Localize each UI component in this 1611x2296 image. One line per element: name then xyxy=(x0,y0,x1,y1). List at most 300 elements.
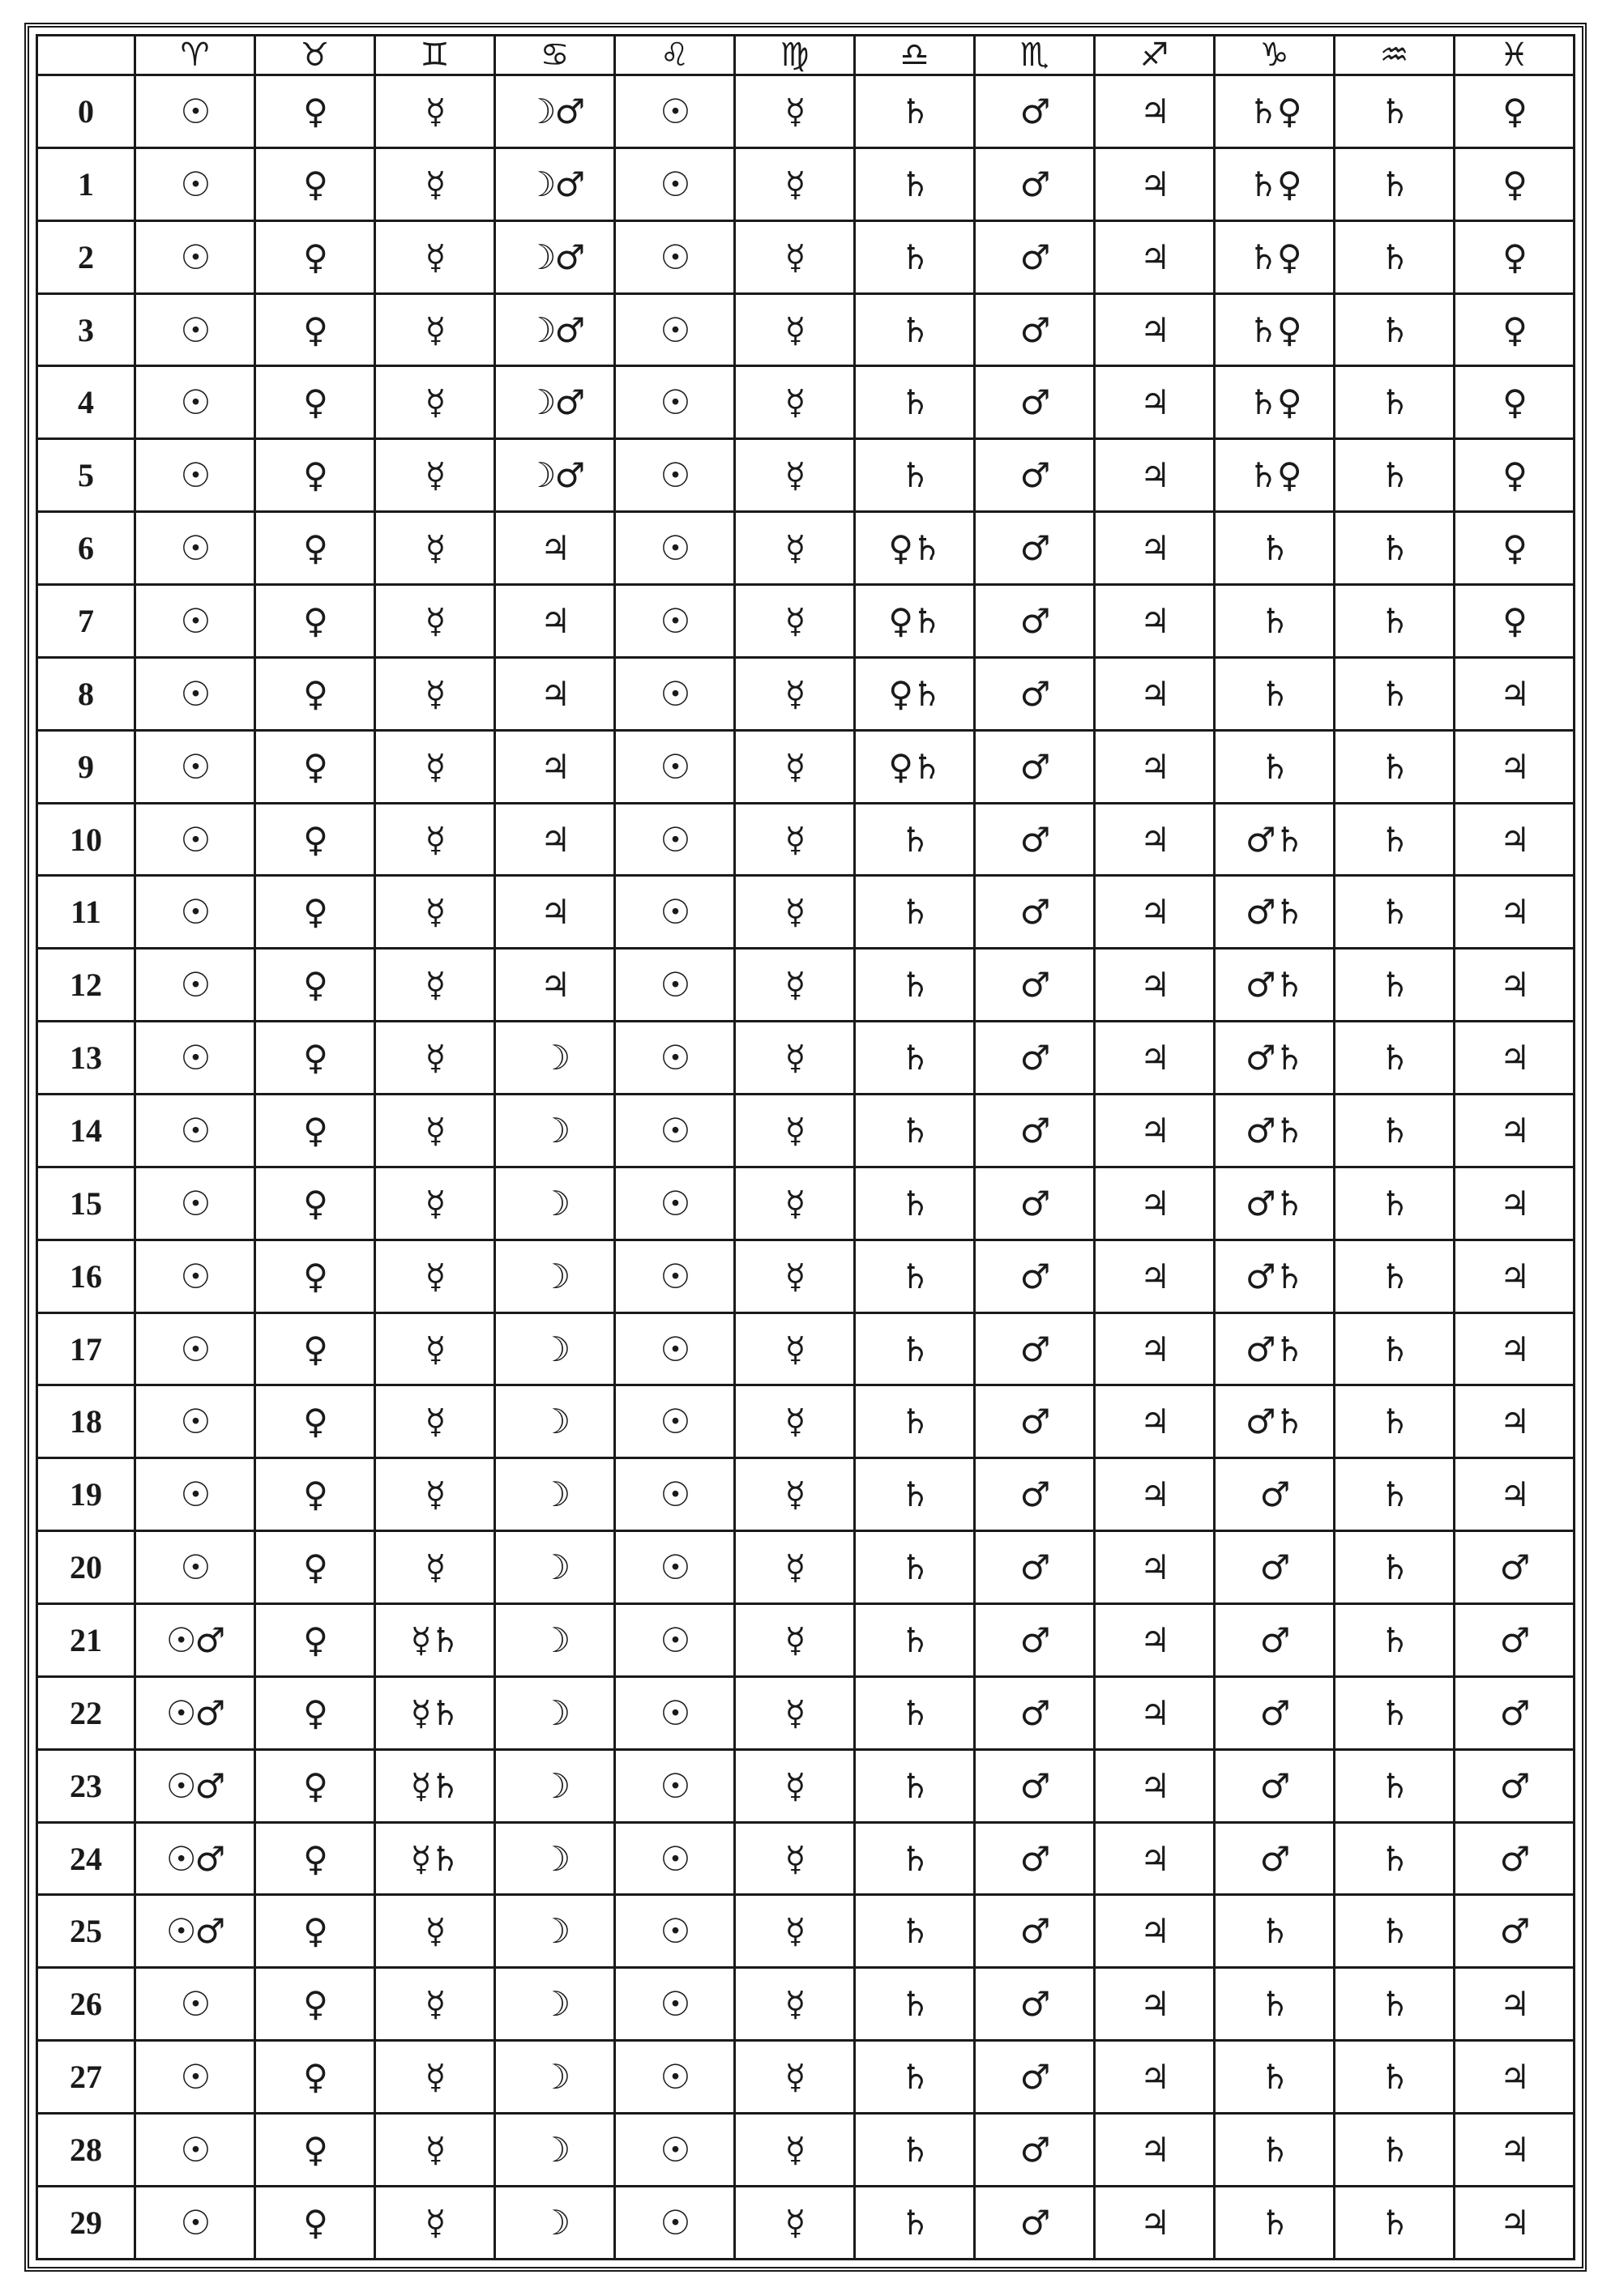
ruler-cell-taurus: ♀ xyxy=(255,2114,375,2187)
ruler-cell-taurus: ♀ xyxy=(255,1095,375,1167)
ruler-cell-leo: ☉ xyxy=(615,439,735,512)
ruler-cell-leo: ☉ xyxy=(615,1822,735,1895)
ruler-cell-sagittarius: ♃ xyxy=(1095,220,1215,293)
ruler-cell-capricorn: ♂ xyxy=(1215,1531,1335,1604)
degree-label: 15 xyxy=(37,1167,135,1240)
ruler-cell-virgo: ☿ xyxy=(735,730,855,803)
ruler-cell-gemini: ☿ xyxy=(375,585,495,658)
ruler-cell-capricorn: ♂ xyxy=(1215,1749,1335,1822)
degree-label: 8 xyxy=(37,657,135,730)
ruler-cell-scorpio: ♂ xyxy=(975,1676,1095,1749)
ruler-cell-aquarius: ♄ xyxy=(1335,1022,1455,1095)
table-row xyxy=(37,876,1575,949)
ruler-cell-aquarius: ♄ xyxy=(1335,293,1455,366)
ruler-cell-sagittarius: ♃ xyxy=(1095,75,1215,148)
ruler-cell-aries: ☉♂ xyxy=(135,1822,255,1895)
ruler-cell-capricorn: ♄ xyxy=(1215,657,1335,730)
degree-label: 1 xyxy=(37,147,135,220)
ruler-cell-capricorn: ♂♄ xyxy=(1215,876,1335,949)
degree-label: 11 xyxy=(37,876,135,949)
ruler-cell-pisces: ♀ xyxy=(1455,220,1575,293)
ruler-cell-capricorn: ♂ xyxy=(1215,1604,1335,1677)
ruler-cell-gemini: ☿ xyxy=(375,2041,495,2114)
ruler-cell-taurus: ♀ xyxy=(255,1167,375,1240)
ruler-cell-capricorn: ♄ xyxy=(1215,585,1335,658)
ruler-cell-scorpio: ♂ xyxy=(975,1895,1095,1968)
gemini-sign-icon: ♊ xyxy=(375,36,495,75)
degree-label: 14 xyxy=(37,1095,135,1167)
ruler-cell-sagittarius: ♃ xyxy=(1095,657,1215,730)
ruler-cell-capricorn: ♂♄ xyxy=(1215,1385,1335,1458)
ruler-cell-cancer: ☽ xyxy=(495,1749,615,1822)
ruler-cell-cancer: ☽ xyxy=(495,1240,615,1312)
ruler-cell-pisces: ♃ xyxy=(1455,1022,1575,1095)
ruler-cell-gemini: ☿ xyxy=(375,220,495,293)
ruler-cell-aries: ☉ xyxy=(135,949,255,1022)
ruler-cell-aquarius: ♄ xyxy=(1335,2041,1455,2114)
ruler-cell-cancer: ☽ xyxy=(495,1895,615,1968)
ruler-cell-scorpio: ♂ xyxy=(975,730,1095,803)
ruler-cell-libra: ♄ xyxy=(855,803,975,876)
ruler-cell-aries: ☉ xyxy=(135,1531,255,1604)
ruler-cell-aries: ☉ xyxy=(135,2186,255,2259)
ruler-cell-aries: ☉ xyxy=(135,147,255,220)
ruler-cell-libra: ♄ xyxy=(855,439,975,512)
ruler-cell-aquarius: ♄ xyxy=(1335,1676,1455,1749)
ruler-cell-scorpio: ♂ xyxy=(975,512,1095,585)
ruler-cell-gemini: ☿ xyxy=(375,75,495,148)
ruler-cell-scorpio: ♂ xyxy=(975,439,1095,512)
ruler-cell-taurus: ♀ xyxy=(255,293,375,366)
ruler-cell-scorpio: ♂ xyxy=(975,1458,1095,1531)
ruler-cell-aquarius: ♄ xyxy=(1335,1167,1455,1240)
ruler-cell-libra: ♀♄ xyxy=(855,657,975,730)
ruler-cell-pisces: ♃ xyxy=(1455,1167,1575,1240)
table-row xyxy=(37,147,1575,220)
degree-label: 13 xyxy=(37,1022,135,1095)
ruler-cell-leo: ☉ xyxy=(615,876,735,949)
ruler-cell-pisces: ♃ xyxy=(1455,730,1575,803)
ruler-cell-gemini: ☿♄ xyxy=(375,1676,495,1749)
table-row xyxy=(37,1095,1575,1167)
ruler-cell-sagittarius: ♃ xyxy=(1095,1385,1215,1458)
cancer-sign-icon: ♋ xyxy=(495,36,615,75)
ruler-cell-pisces: ♂ xyxy=(1455,1749,1575,1822)
ruler-cell-libra: ♄ xyxy=(855,1749,975,1822)
ruler-cell-capricorn: ♄ xyxy=(1215,2114,1335,2187)
ruler-cell-gemini: ☿ xyxy=(375,1312,495,1385)
ruler-cell-virgo: ☿ xyxy=(735,1749,855,1822)
ruler-cell-pisces: ♃ xyxy=(1455,1240,1575,1312)
ruler-cell-pisces: ♃ xyxy=(1455,1968,1575,2041)
ruler-cell-libra: ♄ xyxy=(855,1531,975,1604)
ruler-cell-pisces: ♀ xyxy=(1455,293,1575,366)
ruler-cell-gemini: ☿ xyxy=(375,1895,495,1968)
ruler-cell-virgo: ☿ xyxy=(735,1022,855,1095)
degree-label: 3 xyxy=(37,293,135,366)
table-row xyxy=(37,2041,1575,2114)
degree-label: 21 xyxy=(37,1604,135,1677)
ruler-cell-leo: ☉ xyxy=(615,75,735,148)
ruler-cell-pisces: ♃ xyxy=(1455,2114,1575,2187)
ruler-cell-gemini: ☿ xyxy=(375,876,495,949)
degree-label: 29 xyxy=(37,2186,135,2259)
ruler-cell-pisces: ♂ xyxy=(1455,1822,1575,1895)
table-row xyxy=(37,293,1575,366)
ruler-cell-gemini: ☿♄ xyxy=(375,1822,495,1895)
ruler-cell-scorpio: ♂ xyxy=(975,1749,1095,1822)
ruler-cell-sagittarius: ♃ xyxy=(1095,1968,1215,2041)
ruler-cell-cancer: ☽ xyxy=(495,1822,615,1895)
ruler-cell-virgo: ☿ xyxy=(735,439,855,512)
ruler-cell-leo: ☉ xyxy=(615,1968,735,2041)
table-row xyxy=(37,2114,1575,2187)
ruler-cell-virgo: ☿ xyxy=(735,585,855,658)
ruler-cell-gemini: ☿ xyxy=(375,803,495,876)
ruler-cell-gemini: ☿ xyxy=(375,730,495,803)
ruler-cell-capricorn: ♄ xyxy=(1215,1968,1335,2041)
ruler-cell-sagittarius: ♃ xyxy=(1095,1531,1215,1604)
ruler-cell-gemini: ☿ xyxy=(375,1167,495,1240)
ruler-cell-aries: ☉ xyxy=(135,876,255,949)
ruler-cell-taurus: ♀ xyxy=(255,876,375,949)
ruler-cell-aquarius: ♄ xyxy=(1335,75,1455,148)
ruler-cell-virgo: ☿ xyxy=(735,2114,855,2187)
ruler-cell-leo: ☉ xyxy=(615,1167,735,1240)
ruler-cell-aries: ☉ xyxy=(135,1458,255,1531)
ruler-cell-cancer: ☽♂ xyxy=(495,147,615,220)
ruler-cell-capricorn: ♄♀ xyxy=(1215,147,1335,220)
ruler-cell-scorpio: ♂ xyxy=(975,2041,1095,2114)
ruler-cell-aquarius: ♄ xyxy=(1335,2114,1455,2187)
table-row xyxy=(37,1895,1575,1968)
ruler-cell-leo: ☉ xyxy=(615,949,735,1022)
aquarius-sign-icon: ♒ xyxy=(1335,36,1455,75)
ruler-cell-gemini: ☿ xyxy=(375,2186,495,2259)
table-row xyxy=(37,1676,1575,1749)
header-row xyxy=(37,36,1575,75)
degree-label: 0 xyxy=(37,75,135,148)
ruler-cell-libra: ♀♄ xyxy=(855,512,975,585)
ruler-cell-taurus: ♀ xyxy=(255,2186,375,2259)
ruler-cell-gemini: ☿ xyxy=(375,439,495,512)
ruler-cell-virgo: ☿ xyxy=(735,75,855,148)
ruler-cell-aries: ☉♂ xyxy=(135,1895,255,1968)
ruler-cell-leo: ☉ xyxy=(615,1749,735,1822)
ruler-cell-virgo: ☿ xyxy=(735,657,855,730)
ruler-cell-cancer: ☽ xyxy=(495,1095,615,1167)
ruler-cell-libra: ♄ xyxy=(855,2041,975,2114)
ruler-cell-scorpio: ♂ xyxy=(975,366,1095,439)
ruler-cell-cancer: ☽ xyxy=(495,1167,615,1240)
table-row xyxy=(37,512,1575,585)
ruler-cell-leo: ☉ xyxy=(615,585,735,658)
ruler-cell-cancer: ☽ xyxy=(495,2114,615,2187)
ruler-cell-sagittarius: ♃ xyxy=(1095,1095,1215,1167)
ruler-cell-virgo: ☿ xyxy=(735,1240,855,1312)
ruler-cell-libra: ♄ xyxy=(855,1312,975,1385)
ruler-cell-virgo: ☿ xyxy=(735,803,855,876)
ruler-cell-sagittarius: ♃ xyxy=(1095,1749,1215,1822)
ruler-cell-sagittarius: ♃ xyxy=(1095,585,1215,658)
ruler-cell-sagittarius: ♃ xyxy=(1095,1822,1215,1895)
table-row xyxy=(37,1312,1575,1385)
ruler-cell-aries: ☉ xyxy=(135,1095,255,1167)
table-row xyxy=(37,1458,1575,1531)
ruler-cell-pisces: ♃ xyxy=(1455,803,1575,876)
ruler-cell-cancer: ☽ xyxy=(495,1968,615,2041)
ruler-cell-gemini: ☿ xyxy=(375,1095,495,1167)
ruler-cell-leo: ☉ xyxy=(615,512,735,585)
ruler-cell-capricorn: ♄♀ xyxy=(1215,220,1335,293)
ruler-cell-libra: ♄ xyxy=(855,876,975,949)
ruler-cell-virgo: ☿ xyxy=(735,293,855,366)
ruler-cell-pisces: ♃ xyxy=(1455,2041,1575,2114)
table-row xyxy=(37,1968,1575,2041)
ruler-cell-pisces: ♀ xyxy=(1455,75,1575,148)
ruler-cell-leo: ☉ xyxy=(615,1676,735,1749)
ruler-cell-aries: ☉ xyxy=(135,293,255,366)
ruler-cell-scorpio: ♂ xyxy=(975,1022,1095,1095)
ruler-cell-taurus: ♀ xyxy=(255,366,375,439)
table-row xyxy=(37,2186,1575,2259)
ruler-cell-scorpio: ♂ xyxy=(975,147,1095,220)
ruler-cell-aries: ☉ xyxy=(135,1385,255,1458)
ruler-cell-taurus: ♀ xyxy=(255,803,375,876)
ruler-cell-leo: ☉ xyxy=(615,657,735,730)
ruler-cell-libra: ♄ xyxy=(855,1676,975,1749)
ruler-cell-scorpio: ♂ xyxy=(975,1822,1095,1895)
degree-label: 26 xyxy=(37,1968,135,2041)
sagittarius-sign-icon: ♐ xyxy=(1095,36,1215,75)
ruler-cell-sagittarius: ♃ xyxy=(1095,1022,1215,1095)
ruler-cell-cancer: ♃ xyxy=(495,512,615,585)
ruler-cell-aquarius: ♄ xyxy=(1335,657,1455,730)
ruler-cell-taurus: ♀ xyxy=(255,1822,375,1895)
ruler-cell-cancer: ☽ xyxy=(495,1312,615,1385)
ruler-cell-scorpio: ♂ xyxy=(975,1604,1095,1677)
ruler-cell-aquarius: ♄ xyxy=(1335,1749,1455,1822)
ruler-cell-aries: ☉♂ xyxy=(135,1604,255,1677)
ruler-cell-cancer: ♃ xyxy=(495,657,615,730)
table-row xyxy=(37,366,1575,439)
ruler-cell-virgo: ☿ xyxy=(735,1968,855,2041)
ruler-cell-taurus: ♀ xyxy=(255,1385,375,1458)
ruler-cell-pisces: ♃ xyxy=(1455,876,1575,949)
table-row xyxy=(37,75,1575,148)
ruler-cell-aries: ☉♂ xyxy=(135,1676,255,1749)
ruler-cell-capricorn: ♂♄ xyxy=(1215,949,1335,1022)
ruler-cell-taurus: ♀ xyxy=(255,512,375,585)
ruler-cell-pisces: ♃ xyxy=(1455,1095,1575,1167)
ruler-cell-libra: ♄ xyxy=(855,1604,975,1677)
ruler-cell-capricorn: ♂ xyxy=(1215,1676,1335,1749)
ruler-cell-aries: ☉ xyxy=(135,75,255,148)
ruler-cell-libra: ♄ xyxy=(855,2114,975,2187)
ruler-cell-gemini: ☿ xyxy=(375,1531,495,1604)
ruler-cell-capricorn: ♄ xyxy=(1215,2041,1335,2114)
table-row xyxy=(37,730,1575,803)
ruler-cell-scorpio: ♂ xyxy=(975,585,1095,658)
ruler-cell-scorpio: ♂ xyxy=(975,1095,1095,1167)
aries-sign-icon: ♈ xyxy=(135,36,255,75)
ruler-cell-libra: ♀♄ xyxy=(855,585,975,658)
degree-label: 7 xyxy=(37,585,135,658)
degree-label: 17 xyxy=(37,1312,135,1385)
ruler-cell-scorpio: ♂ xyxy=(975,949,1095,1022)
degree-label: 9 xyxy=(37,730,135,803)
ruler-cell-cancer: ☽♂ xyxy=(495,366,615,439)
ruler-cell-virgo: ☿ xyxy=(735,1312,855,1385)
table-row xyxy=(37,949,1575,1022)
ruler-cell-aquarius: ♄ xyxy=(1335,1895,1455,1968)
ruler-cell-cancer: ☽♂ xyxy=(495,75,615,148)
ruler-cell-capricorn: ♂♄ xyxy=(1215,803,1335,876)
ruler-cell-capricorn: ♂♄ xyxy=(1215,1022,1335,1095)
ruler-cell-gemini: ☿ xyxy=(375,949,495,1022)
ruler-cell-pisces: ♃ xyxy=(1455,2186,1575,2259)
ruler-cell-sagittarius: ♃ xyxy=(1095,803,1215,876)
ruler-cell-aquarius: ♄ xyxy=(1335,585,1455,658)
degree-label: 4 xyxy=(37,366,135,439)
ruler-cell-virgo: ☿ xyxy=(735,1385,855,1458)
table-body xyxy=(37,75,1575,2260)
ruler-cell-capricorn: ♄ xyxy=(1215,512,1335,585)
ruler-cell-pisces: ♀ xyxy=(1455,366,1575,439)
ruler-cell-leo: ☉ xyxy=(615,2114,735,2187)
ruler-cell-aquarius: ♄ xyxy=(1335,512,1455,585)
ruler-cell-virgo: ☿ xyxy=(735,1822,855,1895)
ruler-cell-pisces: ♃ xyxy=(1455,949,1575,1022)
ruler-cell-pisces: ♀ xyxy=(1455,439,1575,512)
ruler-cell-capricorn: ♄♀ xyxy=(1215,366,1335,439)
scorpio-sign-icon: ♏ xyxy=(975,36,1095,75)
ruler-cell-gemini: ☿ xyxy=(375,2114,495,2187)
ruler-cell-sagittarius: ♃ xyxy=(1095,293,1215,366)
ruler-cell-taurus: ♀ xyxy=(255,2041,375,2114)
ruler-cell-taurus: ♀ xyxy=(255,1968,375,2041)
ruler-cell-gemini: ☿ xyxy=(375,657,495,730)
table-row xyxy=(37,1749,1575,1822)
ruler-cell-aries: ☉ xyxy=(135,730,255,803)
ruler-cell-cancer: ☽♂ xyxy=(495,439,615,512)
ruler-cell-sagittarius: ♃ xyxy=(1095,147,1215,220)
ruler-cell-aries: ☉ xyxy=(135,657,255,730)
ruler-cell-taurus: ♀ xyxy=(255,730,375,803)
ruler-cell-pisces: ♃ xyxy=(1455,657,1575,730)
ruler-cell-libra: ♄ xyxy=(855,1822,975,1895)
ruler-cell-taurus: ♀ xyxy=(255,439,375,512)
ruler-cell-libra: ♄ xyxy=(855,2186,975,2259)
ruler-cell-aquarius: ♄ xyxy=(1335,439,1455,512)
ruler-cell-libra: ♄ xyxy=(855,1167,975,1240)
ruler-cell-cancer: ☽ xyxy=(495,2186,615,2259)
ruler-cell-capricorn: ♂ xyxy=(1215,1822,1335,1895)
ruler-cell-leo: ☉ xyxy=(615,730,735,803)
ruler-cell-capricorn: ♂♄ xyxy=(1215,1167,1335,1240)
ruler-cell-aquarius: ♄ xyxy=(1335,1312,1455,1385)
table-row xyxy=(37,803,1575,876)
ruler-cell-gemini: ☿ xyxy=(375,1385,495,1458)
ruler-cell-leo: ☉ xyxy=(615,147,735,220)
ruler-cell-capricorn: ♄ xyxy=(1215,2186,1335,2259)
ruler-cell-scorpio: ♂ xyxy=(975,1385,1095,1458)
ruler-cell-pisces: ♃ xyxy=(1455,1385,1575,1458)
table-row xyxy=(37,439,1575,512)
ruler-cell-virgo: ☿ xyxy=(735,1095,855,1167)
ruler-cell-cancer: ♃ xyxy=(495,585,615,658)
ruler-cell-leo: ☉ xyxy=(615,1531,735,1604)
table-row xyxy=(37,220,1575,293)
ruler-cell-cancer: ☽♂ xyxy=(495,220,615,293)
ruler-cell-taurus: ♀ xyxy=(255,1240,375,1312)
ruler-cell-leo: ☉ xyxy=(615,366,735,439)
ruler-cell-taurus: ♀ xyxy=(255,220,375,293)
ruler-cell-cancer: ♃ xyxy=(495,803,615,876)
ruler-cell-aquarius: ♄ xyxy=(1335,1968,1455,2041)
ruler-cell-aquarius: ♄ xyxy=(1335,1240,1455,1312)
libra-sign-icon: ♎ xyxy=(855,36,975,75)
ruler-cell-aries: ☉ xyxy=(135,1240,255,1312)
table-row xyxy=(37,1604,1575,1677)
ruler-cell-leo: ☉ xyxy=(615,1022,735,1095)
ruler-cell-virgo: ☿ xyxy=(735,2041,855,2114)
ruler-cell-aquarius: ♄ xyxy=(1335,1458,1455,1531)
ruler-cell-taurus: ♀ xyxy=(255,585,375,658)
ruler-cell-aquarius: ♄ xyxy=(1335,366,1455,439)
ruler-cell-leo: ☉ xyxy=(615,803,735,876)
ruler-cell-sagittarius: ♃ xyxy=(1095,1312,1215,1385)
ruler-cell-pisces: ♃ xyxy=(1455,1312,1575,1385)
corner-cell xyxy=(37,36,135,75)
table-row xyxy=(37,1822,1575,1895)
ruler-cell-cancer: ☽ xyxy=(495,1604,615,1677)
ruler-cell-leo: ☉ xyxy=(615,1895,735,1968)
ruler-cell-libra: ♄ xyxy=(855,1895,975,1968)
ruler-cell-taurus: ♀ xyxy=(255,1604,375,1677)
ruler-cell-aries: ☉ xyxy=(135,1968,255,2041)
ruler-cell-libra: ♄ xyxy=(855,147,975,220)
ruler-cell-virgo: ☿ xyxy=(735,1676,855,1749)
ruler-cell-taurus: ♀ xyxy=(255,1458,375,1531)
ruler-cell-gemini: ☿ xyxy=(375,147,495,220)
ruler-cell-virgo: ☿ xyxy=(735,1604,855,1677)
ruler-cell-sagittarius: ♃ xyxy=(1095,1676,1215,1749)
capricorn-sign-icon: ♑ xyxy=(1215,36,1335,75)
degree-label: 23 xyxy=(37,1749,135,1822)
ruler-cell-sagittarius: ♃ xyxy=(1095,1895,1215,1968)
ruler-cell-scorpio: ♂ xyxy=(975,1167,1095,1240)
ruler-cell-libra: ♄ xyxy=(855,366,975,439)
pisces-sign-icon: ♓ xyxy=(1455,36,1575,75)
ruler-cell-sagittarius: ♃ xyxy=(1095,2041,1215,2114)
ruler-cell-libra: ♀♄ xyxy=(855,730,975,803)
ruler-cell-gemini: ☿ xyxy=(375,1968,495,2041)
ruler-cell-scorpio: ♂ xyxy=(975,876,1095,949)
ruler-cell-leo: ☉ xyxy=(615,1240,735,1312)
leo-sign-icon: ♌ xyxy=(615,36,735,75)
ruler-cell-sagittarius: ♃ xyxy=(1095,730,1215,803)
ruler-cell-aries: ☉ xyxy=(135,2041,255,2114)
degree-label: 20 xyxy=(37,1531,135,1604)
ruler-cell-leo: ☉ xyxy=(615,1458,735,1531)
ruler-cell-gemini: ☿♄ xyxy=(375,1749,495,1822)
ruler-cell-taurus: ♀ xyxy=(255,75,375,148)
ruler-cell-capricorn: ♂ xyxy=(1215,1458,1335,1531)
ruler-cell-taurus: ♀ xyxy=(255,1022,375,1095)
degree-label: 16 xyxy=(37,1240,135,1312)
ruler-cell-libra: ♄ xyxy=(855,1968,975,2041)
